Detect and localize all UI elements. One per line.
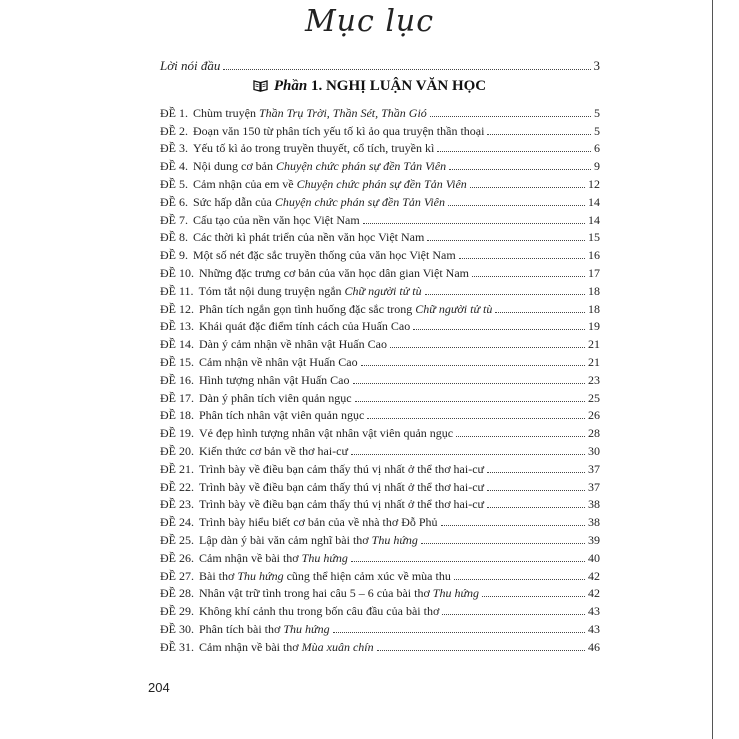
entry-number: ĐỀ 2. xyxy=(160,123,188,138)
entry-title-text: Sức hấp dẫn của xyxy=(193,194,275,209)
entry-page: 15 xyxy=(588,230,600,245)
entry-title-text: Cảm nhận về nhân vật Huấn Cao xyxy=(199,354,358,369)
entry-number: ĐỀ 22. xyxy=(160,479,194,494)
entry-title xyxy=(193,230,424,245)
leader-dots xyxy=(442,614,585,615)
entry-page: 21 xyxy=(588,354,600,369)
leader-dots xyxy=(355,401,585,402)
part-label-italic: Phần xyxy=(273,78,308,94)
entry-title-text: Nội dung cơ bản xyxy=(193,159,276,174)
entry-page: 18 xyxy=(588,301,600,316)
entry-title-text: Nhân vật trữ tình trong hai câu 5 – 6 của bài thơ xyxy=(199,586,433,601)
entry-title xyxy=(199,497,484,512)
entry-number: ĐỀ 3. xyxy=(160,141,188,156)
entry-number: ĐỀ 30. xyxy=(160,621,194,636)
leader-dots xyxy=(487,472,585,473)
entry-page: 25 xyxy=(588,390,600,405)
entry-title-text: Trình bày về điều bạn cảm thấy thú vị nhất ở thể thơ hai-cư xyxy=(199,497,485,512)
toc-entry[interactable] xyxy=(160,477,600,495)
entry-title-text: Những đặc trưng cơ bản của văn học dân gian Việt Nam xyxy=(199,265,469,280)
toc-entry[interactable] xyxy=(160,192,600,210)
entry-page: 9 xyxy=(594,159,600,174)
entry-title-text: cũng thể hiện cảm xúc về mùa thu xyxy=(283,568,451,583)
entry-title-text: Dàn ý phân tích viên quản ngục xyxy=(199,390,352,405)
entry-title-text: Trình bày hiểu biết cơ bản của về nhà thơ Đỗ Phủ xyxy=(199,515,438,530)
leader-dots xyxy=(459,258,585,259)
toc-entry[interactable] xyxy=(160,495,600,513)
leader-dots xyxy=(437,151,591,152)
entry-title xyxy=(199,266,469,281)
toc-entry[interactable] xyxy=(160,245,600,263)
entry-title-text: Trình bày về điều bạn cảm thấy thú vị nhất ở thể thơ hai-cư xyxy=(199,479,485,494)
entry-number: ĐỀ 23. xyxy=(160,497,194,512)
entry-title-text: Kiến thức cơ bản về thơ hai-cư xyxy=(199,443,348,458)
entry-page: 16 xyxy=(588,248,600,263)
entry-title xyxy=(199,444,348,459)
entry-page: 14 xyxy=(588,194,600,209)
entry-number: ĐỀ 6. xyxy=(160,194,188,209)
entry-title xyxy=(193,124,484,139)
entry-title-text: Dàn ý cảm nhận về nhân vật Huấn Cao xyxy=(199,337,387,352)
toc-entry[interactable] xyxy=(160,103,600,121)
leader-dots xyxy=(487,507,585,508)
entry-number: ĐỀ 7. xyxy=(160,212,188,227)
entry-page: 46 xyxy=(588,639,600,654)
entry-title xyxy=(193,195,445,210)
toc-entry[interactable] xyxy=(160,174,600,192)
entry-title-italic: Chuyện chức phán sự đền Tản Viên xyxy=(276,159,447,174)
entry-title-text: Các thời kì phát triển của nền văn học Việt Nam xyxy=(193,230,425,245)
entry-number: ĐỀ 10. xyxy=(160,265,194,280)
entry-title-text: Phân tích nhân vật viên quản ngục xyxy=(199,408,365,423)
entry-title-italic: Chuyện chức phán sự đền Tản Viên xyxy=(296,176,467,191)
entry-number: ĐỀ 8. xyxy=(160,230,188,245)
preface-entry[interactable] xyxy=(160,58,600,74)
entry-page: 26 xyxy=(588,408,600,423)
entry-page: 38 xyxy=(588,515,600,530)
entry-number: ĐỀ 25. xyxy=(160,532,194,547)
entry-title-text: Hình tượng nhân vật Huấn Cao xyxy=(199,372,350,387)
leader-dots xyxy=(363,223,585,224)
page-number: 204 xyxy=(148,680,170,695)
entry-title-text: Phân tích ngắn gọn tình huống đặc sắc trong xyxy=(199,301,416,316)
toc-entry[interactable] xyxy=(160,370,600,388)
entry-page: 37 xyxy=(588,461,600,476)
entry-title-text: Đoạn văn 150 từ phân tích yếu tố kì ảo qua truyện thần thoại xyxy=(193,123,485,138)
entry-title-text: Vẻ đẹp hình tượng nhân vật nhân vật viên quản ngục xyxy=(199,426,454,441)
entry-title xyxy=(199,533,418,548)
leader-dots xyxy=(448,205,585,206)
entry-number: ĐỀ 18. xyxy=(160,408,194,423)
entry-title-text: Cảm nhận về bài thơ xyxy=(199,639,302,654)
leader-dots xyxy=(441,525,585,526)
entry-number: ĐỀ 1. xyxy=(160,105,188,120)
entry-title xyxy=(199,391,352,406)
toc-entry[interactable] xyxy=(160,299,600,317)
leader-dots xyxy=(456,436,585,437)
entry-number: ĐỀ 20. xyxy=(160,443,194,458)
entry-title xyxy=(199,302,492,317)
entry-title xyxy=(199,426,453,441)
entry-title xyxy=(199,337,387,352)
leader-dots xyxy=(353,383,586,384)
toc-entry[interactable] xyxy=(160,352,600,370)
entry-page: 19 xyxy=(588,319,600,334)
entry-title-italic: Thu hứng xyxy=(283,621,330,636)
toc-entry[interactable] xyxy=(160,263,600,281)
entry-number: ĐỀ 27. xyxy=(160,568,194,583)
toc-entry[interactable] xyxy=(160,139,600,157)
entry-page: 28 xyxy=(588,426,600,441)
leader-dots xyxy=(351,454,585,455)
entry-title xyxy=(199,640,374,655)
leader-dots xyxy=(487,134,591,135)
entry-title-italic: Thu hứng xyxy=(301,550,348,565)
leader-dots xyxy=(377,650,585,651)
leader-dots xyxy=(361,365,585,366)
leader-dots xyxy=(367,418,585,419)
entry-number: ĐỀ 15. xyxy=(160,354,194,369)
entry-title xyxy=(199,373,350,388)
toc-entry[interactable] xyxy=(160,334,600,352)
toc-entry[interactable] xyxy=(160,281,600,299)
entry-page: 38 xyxy=(588,497,600,512)
entry-number: ĐỀ 19. xyxy=(160,426,194,441)
entry-number: ĐỀ 31. xyxy=(160,639,194,654)
entry-page: 18 xyxy=(588,283,600,298)
toc-entry[interactable] xyxy=(160,566,600,584)
leader-dots xyxy=(421,543,585,544)
entry-title-text: Cấu tạo của nền văn học Việt Nam xyxy=(193,212,360,227)
leader-dots xyxy=(223,69,590,70)
entry-page: 23 xyxy=(588,372,600,387)
entry-page: 37 xyxy=(588,479,600,494)
entry-page: 12 xyxy=(588,176,600,191)
toc-entry[interactable] xyxy=(160,548,600,566)
entry-title xyxy=(193,159,446,174)
leader-dots xyxy=(425,294,585,295)
entry-number: ĐỀ 13. xyxy=(160,319,194,334)
entry-title-text: Cảm nhận về bài thơ xyxy=(199,550,302,565)
entry-number: ĐỀ 14. xyxy=(160,337,194,352)
leader-dots xyxy=(470,187,585,188)
toc-entry[interactable] xyxy=(160,388,600,406)
entry-title-text: Khái quát đặc điểm tính cách của Huấn Cao xyxy=(199,319,411,334)
entry-title xyxy=(199,569,451,584)
toc-entry[interactable] xyxy=(160,121,600,139)
entry-title-italic: Mùa xuân chín xyxy=(301,639,374,654)
toc-entry[interactable] xyxy=(160,584,600,602)
entry-title xyxy=(193,106,427,121)
entry-title-text: Bài thơ xyxy=(199,568,238,583)
toc-entry[interactable] xyxy=(160,156,600,174)
toc-entry[interactable] xyxy=(160,459,600,477)
entry-title-italic: Chuyện chức phán sự đền Tản Viên xyxy=(274,194,445,209)
leader-dots xyxy=(495,312,585,313)
entry-title xyxy=(199,355,358,370)
leader-dots xyxy=(454,579,585,580)
entry-page: 42 xyxy=(588,586,600,601)
entry-title xyxy=(193,177,467,192)
entry-title xyxy=(199,622,330,637)
entry-title-text: Một số nét đặc sắc truyền thống của văn học Việt Nam xyxy=(193,248,456,263)
leader-dots xyxy=(430,116,591,117)
entry-number: ĐỀ 9. xyxy=(160,248,188,263)
leader-dots xyxy=(427,240,585,241)
entry-title xyxy=(199,604,439,619)
entry-title-italic: Chữ người tử tù xyxy=(344,283,422,298)
entry-title-text: Cảm nhận của em về xyxy=(193,176,297,191)
entry-title-text: Trình bày về điều bạn cảm thấy thú vị nhất ở thể thơ hai-cư xyxy=(199,461,485,476)
entry-title-italic: Thu hứng xyxy=(432,586,480,601)
open-book-icon xyxy=(253,79,268,97)
leader-dots xyxy=(472,276,585,277)
leader-dots xyxy=(413,329,585,330)
entry-number: ĐỀ 26. xyxy=(160,550,194,565)
entry-page: 43 xyxy=(588,604,600,619)
entry-page: 5 xyxy=(594,123,600,138)
entry-title-text: Yếu tố kì ảo trong truyền thuyết, cổ tích, truyền kì xyxy=(193,141,435,156)
toc-entry[interactable] xyxy=(160,441,600,459)
page-edge-line xyxy=(712,0,713,739)
entry-number: ĐỀ 4. xyxy=(160,159,188,174)
preface-label: Lời nói đầu xyxy=(160,58,221,73)
toc-entry[interactable] xyxy=(160,512,600,530)
entry-page: 5 xyxy=(594,105,600,120)
toc-entry[interactable] xyxy=(160,406,600,424)
entry-title-italic: Thu hứng xyxy=(237,568,284,583)
toc-entry[interactable] xyxy=(160,317,600,335)
toc-entry[interactable] xyxy=(160,601,600,619)
entry-title xyxy=(193,141,434,156)
toc-entry[interactable] xyxy=(160,210,600,228)
part-heading xyxy=(0,78,739,97)
entry-page: 14 xyxy=(588,212,600,227)
entry-title-text: Lập dàn ý bài văn cảm nghĩ bài thơ xyxy=(199,532,372,547)
entry-page: 39 xyxy=(588,532,600,547)
entry-number: ĐỀ 17. xyxy=(160,390,194,405)
entry-title-text: Tóm tắt nội dung truyện ngắn xyxy=(198,283,345,298)
leader-dots xyxy=(482,596,585,597)
entry-title-italic: Chữ người tử tù xyxy=(415,301,493,316)
entry-page: 40 xyxy=(588,550,600,565)
entry-number: ĐỀ 28. xyxy=(160,586,194,601)
entry-page: 17 xyxy=(588,265,600,280)
entry-number: ĐỀ 16. xyxy=(160,372,194,387)
part-label-rest: 1. NGHỊ LUẬN VĂN HỌC xyxy=(310,78,487,94)
entry-number: ĐỀ 29. xyxy=(160,604,194,619)
entry-page: 30 xyxy=(588,443,600,458)
toc-list xyxy=(160,103,600,655)
entry-title xyxy=(199,551,348,566)
entry-title xyxy=(193,248,456,263)
page-title: Mục lục xyxy=(304,4,435,39)
entry-number: ĐỀ 21. xyxy=(160,461,194,476)
entry-title xyxy=(199,284,422,299)
entry-title xyxy=(199,586,479,601)
entry-title xyxy=(193,213,360,228)
entry-title-italic: Thu hứng xyxy=(371,532,418,547)
entry-title-italic: Thần Trụ Trời, Thần Sét, Thần Gió xyxy=(259,105,427,120)
entry-title xyxy=(199,408,364,423)
leader-dots xyxy=(449,169,591,170)
entry-title xyxy=(199,462,484,477)
toc-entry[interactable] xyxy=(160,619,600,637)
entry-title-text: Chùm truyện xyxy=(193,105,259,120)
entry-title xyxy=(199,480,484,495)
leader-dots xyxy=(351,561,585,562)
leader-dots xyxy=(487,490,585,491)
leader-dots xyxy=(333,632,585,633)
entry-number: ĐỀ 11. xyxy=(160,283,194,298)
preface-page: 3 xyxy=(593,58,600,73)
toc-entry[interactable] xyxy=(160,637,600,655)
entry-page: 43 xyxy=(588,621,600,636)
toc-entry[interactable] xyxy=(160,530,600,548)
entry-title xyxy=(199,319,410,334)
leader-dots xyxy=(390,347,585,348)
entry-page: 21 xyxy=(588,337,600,352)
entry-title-text: Không khí cảnh thu trong bốn câu đầu của bài thơ xyxy=(199,604,440,619)
entry-title xyxy=(199,515,438,530)
entry-number: ĐỀ 12. xyxy=(160,301,194,316)
entry-number: ĐỀ 5. xyxy=(160,176,188,191)
toc-entry[interactable] xyxy=(160,228,600,246)
entry-page: 6 xyxy=(594,141,600,156)
entry-title-text: Phân tích bài thơ xyxy=(199,621,284,636)
entry-number: ĐỀ 24. xyxy=(160,515,194,530)
entry-page: 42 xyxy=(588,568,600,583)
toc-entry[interactable] xyxy=(160,423,600,441)
